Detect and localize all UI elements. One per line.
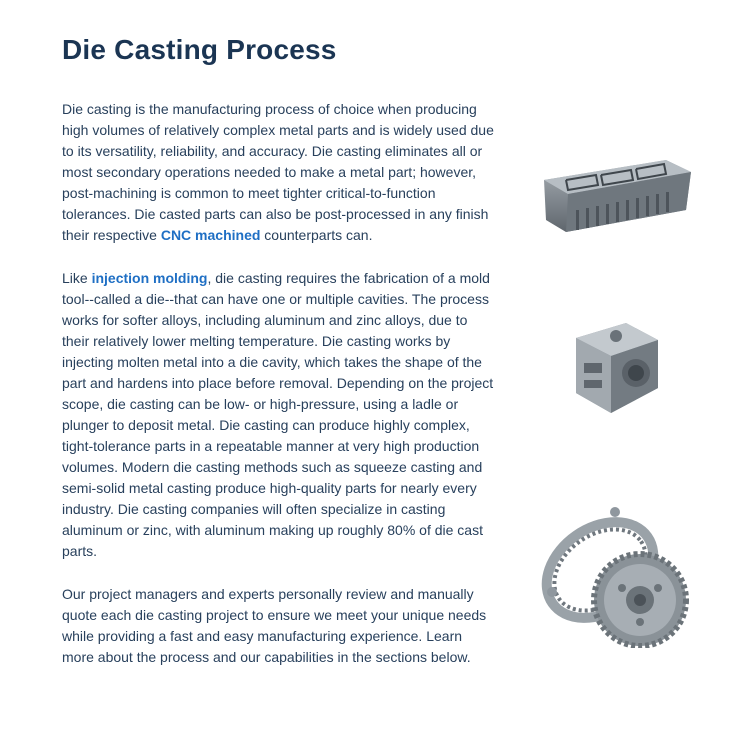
article-body (62, 99, 494, 690)
metal-tray-image (536, 150, 696, 245)
paragraph-process (62, 268, 494, 562)
paragraph-text: , die casting requires the fabrication of a mold tool--called a die--that can have one or multiple cavities. The process works for softer alloys, including aluminum and zinc alloys, due to their relatively lower melting temperature. Die casting works by injecting molten metal into a die cavity, which takes the shape of the part and hardens into place before removal. Depending on the project scope, die casting can be low- or high-pressure, using a ladle or plunger to deposit metal. Die casting can produce highly complex, tight-tolerance parts in a repeatable manner at very high production volumes. Modern die casting methods such as squeeze casting and semi-solid metal casting produce high-quality parts for nearly every industry. Die casting companies will often specialize in casting aluminum or zinc, with aluminum making up roughly 80% of die cast parts. (62, 270, 494, 559)
metal-gears-image (540, 500, 690, 648)
paragraph-text: counterparts can. (260, 227, 373, 243)
metal-block-image (566, 318, 666, 418)
injection-molding-link[interactable]: injection molding (91, 270, 208, 286)
paragraph-text: Our project managers and experts personally review and manually quote each die casting project to ensure we meet your unique needs while providing a fast and easy manufacturing experience. Learn more about the process and our capabilities in the sections below. (62, 586, 487, 665)
paragraph-text: Die casting is the manufacturing process of choice when producing high volumes of relatively complex metal parts and is widely used due to its versatility, reliability, and accuracy. Die casting eliminates all or most secondary operations needed to make a metal part; however, post-machining is common to meet tighter critical-to-function tolerances. Die casted parts can also be post-processed in any finish their respective (62, 101, 494, 243)
paragraph-text: Like (62, 270, 92, 286)
paragraph-intro (62, 99, 494, 246)
page-title: Die Casting Process (62, 34, 337, 65)
cnc-machined-link[interactable]: CNC machined (160, 227, 261, 243)
paragraph-quote (62, 584, 494, 668)
